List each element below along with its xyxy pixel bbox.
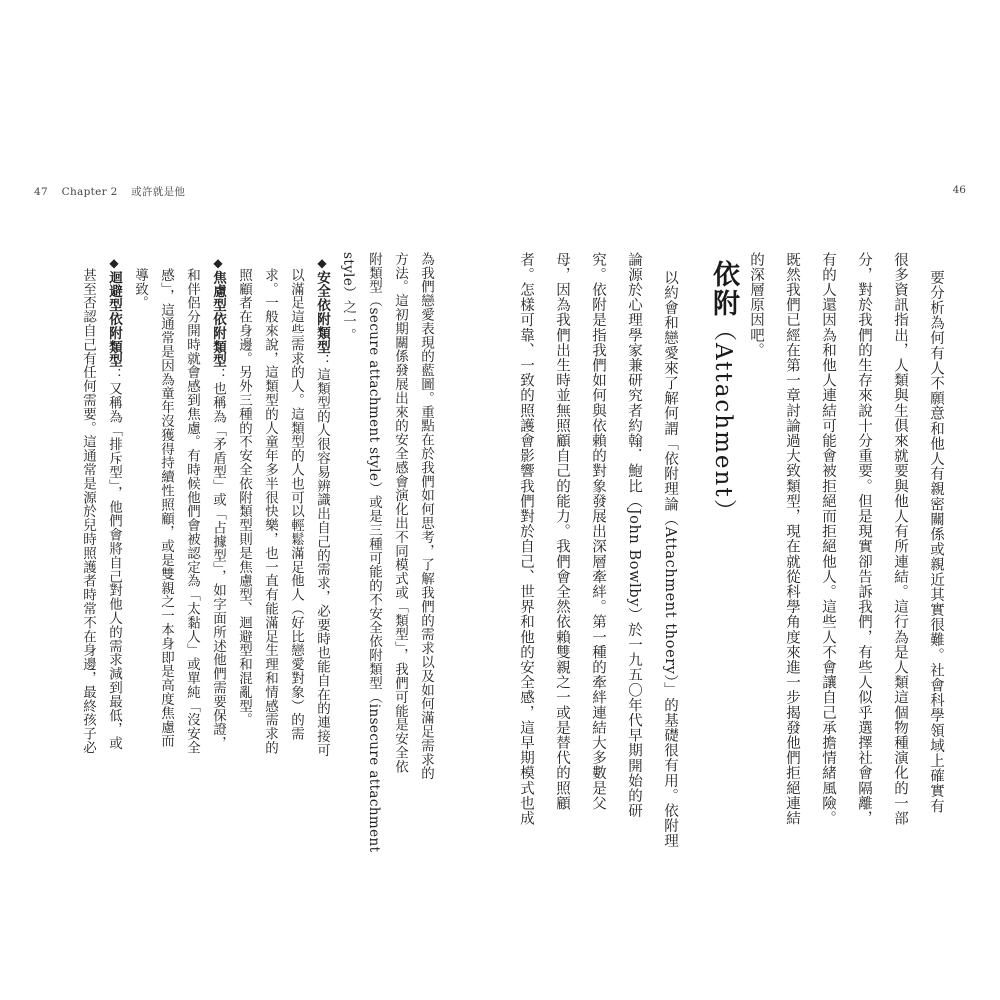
text-column: 以約會和戀愛來了解何謂「依附理論（Attachment thoery）」的基礎很有用。依附理 (662, 270, 678, 849)
text-column: 以滿足這些需求的人。這類型的人也可以輕鬆滿足他人（好比戀愛對象）的需 (288, 268, 304, 741)
left-page-header (34, 184, 195, 199)
bullet-secure (310, 256, 334, 757)
text-column: 論源於心理學家兼研究者約翰．鮑比（John Bowlby）於一九五〇年代早期開始的研 (626, 252, 642, 819)
left-page-number: 47 (34, 186, 48, 198)
text-column: 照顧者在身邊。另外三種的不安全依附類型則是焦慮型、迴避型和混亂型。 (236, 268, 252, 727)
chapter-title: 或許就是他 (131, 186, 186, 198)
bullet-term: 焦慮型依附類型 (210, 270, 226, 368)
text-column: 方法。這初期關係發展出來的安全感會演化出不同模式或「類型」，我們可能是安全依 (392, 252, 408, 774)
bullet-term: 安全依附類型 (314, 270, 330, 354)
section-heading (704, 260, 743, 524)
text-column: style）之一。 (340, 252, 356, 342)
section-heading-text: 依附 (708, 260, 739, 318)
bullet-text: ：也稱為「矛盾型」或「占據型」，如字面所述他們需要保證， (210, 367, 226, 751)
bullet-avoidant (102, 256, 126, 750)
text-column: 很多資訊指出，人類與生俱來就要與他人有所連結。這行為是人類這個物種演化的一部 (892, 252, 908, 826)
text-column: 附類型（secure attachment style）或是三種可能的不安全依附類型（insecure attachment (366, 252, 382, 853)
text-column: 分，對於我們的生存來說十分重要。但是現實卻告訴我們，有些人似乎選擇社會隔離， (856, 252, 872, 826)
text-column: 感」，這通常是因為童年沒獲得持續性照顧，或是雙親之一本身即是高度焦慮而 (158, 268, 174, 748)
text-column: 和伴侶分開時就會感到焦慮。有時候他們會被認定為「太黏人」或單純「沒安全 (184, 268, 200, 755)
diamond-bullet-icon: ◆ (211, 256, 225, 271)
diamond-bullet-icon: ◆ (315, 256, 329, 271)
section-heading-latin: （Attachment） (710, 318, 736, 524)
text-column: 求。一般來說，這類型的人童年多半很快樂，也一直有能滿足生理和情感需求的 (262, 268, 278, 755)
text-column: 導致。 (132, 268, 148, 310)
text-column: 究。依附是指我們如何與依賴的對象發展出深層牽絆。第一種的牽絆連結大多數是父 (590, 252, 606, 811)
text-column: 母，因為我們出生時並無照顧自己的能力。我們會全然依賴雙親之一或是替代的照顧 (554, 252, 570, 811)
text-column: 的深層原因吧。 (748, 252, 764, 358)
bullet-text: ：這類型的人很容易辨識出自己的需求，必要時也能自在的連接可 (314, 353, 330, 757)
bullet-term: 迴避型依附類型 (106, 270, 122, 368)
text-column: 為我們戀愛表現的藍圖。重點在於我們如何思考，了解我們的需求以及如何滿足需求的 (418, 252, 434, 781)
text-column: 既然我們已經在第一章討論過大致類型，現在就從科學角度來進一步揭發他們拒絕連結 (784, 252, 800, 826)
diamond-bullet-icon: ◆ (107, 256, 121, 271)
chapter-label: Chapter 2 (61, 186, 118, 198)
text-column: 有的人還因為和他人連結可能會被拒絕而拒絕他人。這些人不會讓自己承擔情緒風險。 (820, 252, 836, 826)
text-column: 甚至否認自己有任何需要。這通常是源於兒時照護者時常不在身邊，最終孩子必 (80, 268, 96, 755)
text-column: 要分析為何有人不願意和他人有親密關係或親近其實很難。社會科學領域上確實有 (928, 270, 944, 814)
right-page-number: 46 (952, 184, 966, 196)
bullet-text: ：又稱為「排斥型」，他們會將自己對他人的需求減到最低，或 (106, 367, 122, 751)
bullet-anxious (206, 256, 230, 750)
text-column: 者。怎樣可靠、一致的照護會影響我們對於自己、世界和他的安全感，這早期模式也成 (518, 252, 534, 826)
